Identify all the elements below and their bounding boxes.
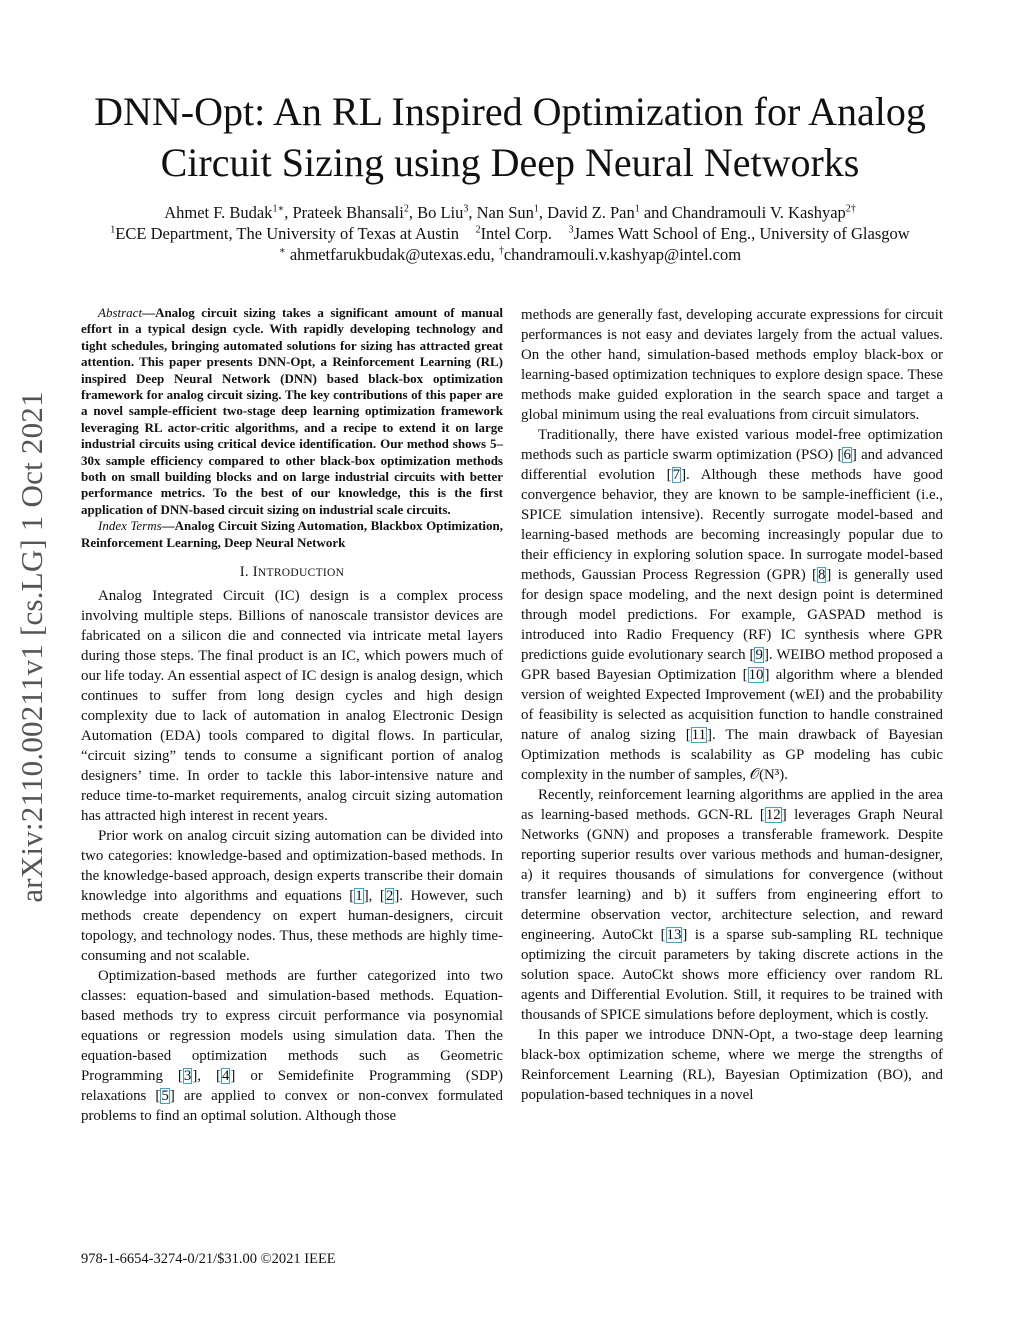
citation-link[interactable]: 12 (765, 807, 781, 823)
text-run: are applied to convex or non-convex formulated problems to find an optimal solution. Although those (81, 1088, 503, 1125)
left-column (81, 305, 503, 1126)
author-name: Chandramouli V. Kashyap (671, 203, 846, 222)
affil-mark: 2 (475, 224, 481, 236)
author-affil-mark: 1 (533, 203, 539, 215)
author-name: Ahmet F. Budak (164, 203, 273, 222)
citation-link[interactable]: 13 (666, 927, 682, 943)
text-run: . Although these methods have good convergence behavior, they are known to be sample-inefficient (i.e., SPICE simulation intensive). Recently surrogate model-based and learning-based methods are becoming increasingly popular due to their efficiency in exploring solution space. In surrogate model-based methods, Gaussian Process Regression (GPR) (521, 467, 943, 583)
text-run: . (784, 767, 788, 783)
affiliation-2: Intel Corp. (480, 224, 553, 243)
index-terms-text: Analog Circuit Sizing Automation, Blackbox Optimization, Reinforcement Learning, Deep Neural Network (81, 518, 503, 550)
affiliation-3: James Watt School of Eng., University of Glasgow (573, 224, 910, 243)
email-list (60, 244, 960, 265)
author-affil-mark: 1∗ (272, 203, 285, 215)
text-run: Recently, reinforcement learning algorithms are applied in the area as learning-based methods. GCN-RL (521, 787, 943, 823)
section-numeral: I. (239, 564, 249, 581)
citation-link[interactable]: 10 (748, 667, 764, 683)
citation-link[interactable]: 9 (755, 647, 763, 663)
author-name: Prateek Bhansali (292, 203, 404, 222)
index-terms (81, 518, 503, 551)
title-line-2: Circuit Sizing using Deep Neural Networks (160, 140, 860, 185)
citation-link[interactable]: 4 (221, 1068, 230, 1085)
email-1[interactable]: ahmetfarukbudak@utexas.edu, (289, 245, 495, 264)
email-mark: † (498, 245, 504, 257)
author-affil-mark: 3 (463, 203, 469, 215)
text-run: Optimization-based methods are further categorized into two classes: equation-based and simulation-based methods. Equation-based methods try to express circuit performance via posynomial equations or regression models using simulation data. Then the equation-based optimization methods such as Geometric Programming (81, 968, 503, 1085)
text-run: Prior work on analog circuit sizing automation can be divided into two categories: knowledge-based and optimization-based methods. In the knowledge-based approach, design experts transcribe their domain knowledge into algorithms and equations (81, 828, 503, 905)
title-line-1: DNN-Opt: An RL Inspired Optimization for Analog (94, 89, 926, 134)
text-run: and advanced differential evolution (521, 447, 943, 483)
abstract (81, 305, 503, 518)
text-run: is generally used for design space modeling, and the next design point is determined through model predictions. For example, GASPAD method is introduced into Radio Frequency (RF) IC synthesis where GPR predictions guide evolutionary search (521, 567, 943, 663)
citation-link[interactable]: 1 (355, 888, 363, 905)
text-run: . WEIBO method proposed a GPR based Bayesian Optimization (521, 647, 943, 683)
math-complexity: 𝒪(N³) (749, 767, 785, 783)
author-name: Bo Liu (417, 203, 464, 222)
section-first-letter: I (252, 564, 258, 581)
citation-link[interactable]: 8 (817, 567, 826, 583)
author-affil-mark: 1 (634, 203, 640, 215)
right-paragraph-4: In this paper we introduce DNN-Opt, a two-stage deep learning black-box optimization scheme, where we merge the strengths of Reinforcement Learning (RL), Bayesian Optimization (BO), and population-based techniques in a novel (521, 1027, 943, 1103)
citation-link[interactable]: 11 (691, 727, 707, 743)
intro-paragraph-1: Analog Integrated Circuit (IC) design is a complex process involving multiple steps. Billions of nanoscale transistor devices are fabricated on a silicon die and connected via intricate metal layers during those steps. The final product is an IC, which powers much of our life today. An essential aspect of IC design is analog design, which continues to suffer from long design cycles and high design complexity due to lack of automation in analog Electronic Design Automation (EDA) tools compared to digital flows. In particular, “circuit sizing” tends to consume a significant portion of analog designers’ time. In order to tackle this labor-intensive nature and reduce time-to-market requirements, analog circuit sizing automation has attracted high interest in recent years. (81, 588, 503, 825)
citation-link[interactable]: 6 (843, 447, 851, 463)
paper-title (60, 86, 960, 188)
section-heading-introduction (81, 563, 503, 582)
intro-paragraph-3: Optimization-based methods are further categorized into two classes: equation-based and simulation-based methods. Equation-based methods try to express circuit performance via posynomial equations or regression models using simulation data. Then the equation-based optimization methods such as Geometric Programming [3], [4] or Semidefinite Programming (SDP) relaxations [5] are applied to convex or non-convex formulated problems to find an optimal solution. Although those (81, 968, 503, 1125)
author-block (60, 202, 960, 265)
copyright-footer: 978-1-6654-3274-0/21/$31.00 ©2021 IEEE (81, 1251, 336, 1267)
text-run: Traditionally, there have existed various model-free optimization methods such as particle swarm optimization (PSO) (521, 427, 943, 463)
author-list: Ahmet F. Budak$^{1∗}$, Prateek Bhansali$^2$, Bo Liu$^3$, Nan Sun$^1$, David Z. Pan$^1$ and Chandramouli V. Kashyap$^{2\dagger}$ (164, 203, 856, 222)
citation-link[interactable]: 7 (672, 467, 681, 483)
affil-mark: 1 (110, 224, 116, 236)
citation-link[interactable]: 5 (161, 1088, 169, 1105)
intro-paragraph-2: Prior work on analog circuit sizing automation can be divided into two categories: knowledge-based and optimization-based methods. In the knowledge-based approach, design experts transcribe their domain knowledge into algorithms and equations [1], [2]. However, such methods create dependency on expert human-designers, circuit topology, and technology nodes. Thus, these methods are highly time-consuming and not scalable. (81, 828, 504, 965)
citation-link[interactable]: 3 (183, 1068, 192, 1085)
affiliation-list (60, 223, 960, 244)
affiliation-1: ECE Department, The University of Texas at Austin (115, 224, 460, 243)
author-affil-mark: 2† (845, 203, 856, 215)
affil-mark: 3 (568, 224, 574, 236)
index-terms-label: Index Terms (98, 518, 162, 534)
email-2[interactable]: chandramouli.v.kashyap@intel.com (503, 245, 742, 264)
text-run: algorithm where a blended version of weighted Expected Improvement (wEI) and the probability of feasibility is selected as acquisition function to handle constrained nature of analog sizing (521, 667, 943, 743)
text-run: or Semidefinite Programming (SDP) relaxations (81, 1068, 503, 1105)
text-run: is a sparse sub-sampling RL technique optimizing the circuit parameters by taking discrete actions in the solution space. AutoCkt shows more efficiency over random RL agents and Differential Evolution. Still, it requires to be trained with thousands of SPICE simulations before deployment, which is costly. (521, 927, 943, 1023)
author-name: Nan Sun (476, 203, 534, 222)
author-affil-mark: 2 (403, 203, 409, 215)
right-paragraph-3: Recently, reinforcement learning algorithms are applied in the area as learning-based methods. GCN-RL [12] leverages Graph Neural Networks (GNN) and proposes a transferable framework. Despite reporting superior results over various methods and human-designer, a) it requires thousands of simulations for convergence (without transfer learning) and b) it suffers from engineering effort to determine observation vector, architecture selection, and reward engineering. AutoCkt [13] is a sparse sub-sampling RL technique optimizing the circuit parameters by taking discrete actions in the solution space. AutoCkt shows more efficiency over random RL agents and Differential Evolution. Still, it requires to be trained with thousands of SPICE simulations before deployment, which is costly. (521, 787, 943, 1023)
abstract-text: Analog circuit sizing takes a significant amount of manual effort in a typical design cycle. With rapidly developing technology and tight schedules, bringing automated solutions for sizing has attracted great attention. This paper presents DNN-Opt, a Reinforcement Learning (RL) inspired Deep Neural Network (DNN) based black-box optimization framework for analog circuit sizing. The key contributions of this paper are a novel sample-efficient two-stage deep learning optimization framework leveraging RL actor-critic algorithms, and a recipe to extend it on large industrial circuits using critical device identification. Our method shows 5–30x sample efficiency compared to other black-box optimization methods both on small building blocks and on large industrial circuits with better performance metrics. To the best of our knowledge, this is the first application of DNN-based circuit sizing on industrial scale circuits. (81, 305, 503, 517)
right-paragraph-1: methods are generally fast, developing accurate expressions for circuit performances is not easy and deviates largely from the actual values. On the other hand, simulation-based methods employ black-box or learning-based optimization techniques to explore design space. These methods make guided exploration in the search space and target a global minimum using the real evaluations from circuit simulators. (521, 307, 943, 423)
section-rest: NTRODUCTION (257, 567, 345, 580)
arxiv-identifier-stamp (2, 365, 62, 930)
right-paragraph-2: Traditionally, there have existed various model-free optimization methods such as particle swarm optimization (PSO) [6] and advanced differential evolution [7]. Although these methods have good convergence behavior, they are known to be sample-inefficient (i.e., SPICE simulation intensive). Recently surrogate model-based and learning-based methods are becoming increasingly popular due to their efficiency in exploring solution space. In surrogate model-based methods, Gaussian Process Regression (GPR) [8] is generally used for design space modeling, and the next design point is determined through model predictions. For example, GASPAD method is introduced into Radio Frequency (RF) IC synthesis where GPR predictions guide evolutionary search [9]. WEIBO method proposed a GPR based Bayesian Optimization [10] algorithm where a blended version of weighted Expected Improvement (wEI) and the probability of feasibility is selected as acquisition function to handle constrained nature of analog sizing [11]. The main drawback of Bayesian Optimization methods is scalability as GP modeling has cubic complexity in the number of samples, 𝒪(N³). (521, 427, 944, 783)
text-run: . The main drawback of Bayesian Optimization methods is scalability as GP modeling has cubic complexity in the number of samples, (521, 727, 944, 783)
citation-link[interactable]: 2 (385, 888, 394, 905)
index-terms-dash: — (161, 518, 175, 534)
abstract-label: Abstract (98, 305, 143, 320)
text-run: . However, such methods create dependency on expert human-designers, circuit topology, and technology nodes. Thus, these methods are highly time-consuming and not scalable. (81, 888, 504, 965)
text-run: leverages Graph Neural Networks (GNN) and proposes a transferable framework. Despite reporting superior results over various methods and human-designer, a) it requires thousands of simulations for convergence (without transfer learning) and b) it suffers from engineering effort to determine observation vector, architecture selection, and reward engineering. AutoCkt (521, 807, 943, 943)
author-name: David Z. Pan (547, 203, 635, 222)
abstract-dash: — (142, 305, 156, 320)
right-column (521, 305, 943, 1105)
email-mark: ∗ (278, 245, 286, 257)
author-and: and (643, 203, 668, 222)
arxiv-id-text: arXiv:2110.00211v1 [cs.LG] 1 Oct 2021 (14, 391, 49, 903)
